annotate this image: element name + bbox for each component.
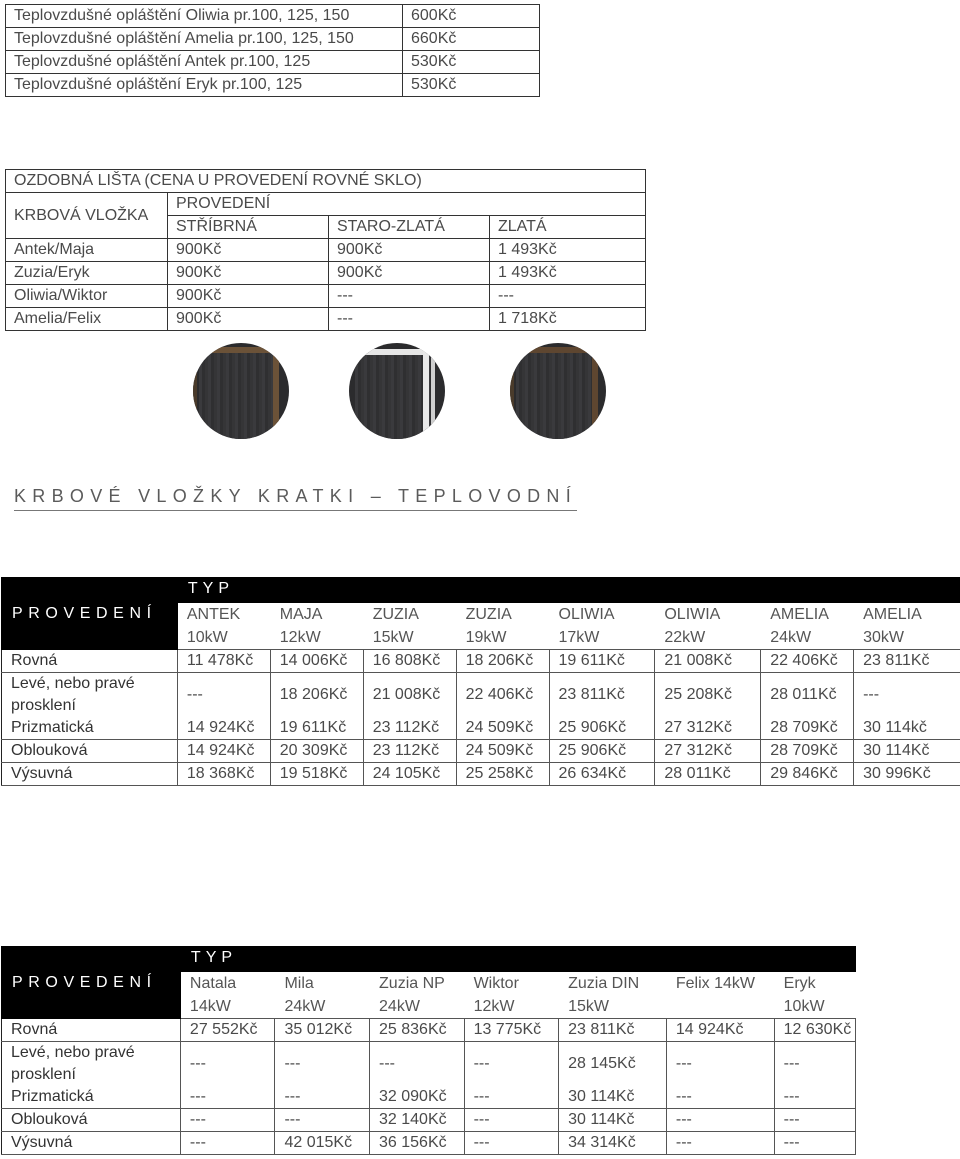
price-cell: 19 611Kč [270,717,363,740]
price-row [2,1086,856,1109]
model-power: 22kW [655,626,761,650]
strip-finish-silver: STŘÍBRNÁ [168,216,329,239]
strip-model: Zuzia/Eryk [6,262,168,285]
cladding-price: 530Kč [403,51,540,74]
price-cell: --- [275,1042,370,1087]
model-name: OLIWIA [549,603,655,627]
price-cell: --- [180,1109,275,1132]
strip-model: Amelia/Felix [6,308,168,331]
price-cell: 24 509Kč [456,717,549,740]
model-name: Zuzia NP [370,972,465,996]
cladding-name: Teplovzdušné opláštění Amelia pr.100, 125, 150 [6,28,403,51]
price-cell: 14 006Kč [270,650,363,673]
price-cell: --- [666,1132,774,1155]
strip-price: 1 718Kč [490,308,646,331]
price-cell: --- [275,1109,370,1132]
cladding-row [6,74,540,97]
price-cell: 18 368Kč [177,763,270,786]
price-cell: 30 114Kč [559,1086,667,1109]
model-name: Mila [275,972,370,996]
price-cell: --- [666,1086,774,1109]
price-cell: 14 924Kč [177,740,270,763]
cladding-row [6,5,540,28]
model-power: 14kW [180,995,275,1019]
model-name: ZUZIA [456,603,549,627]
model-name: Zuzia DIN [559,972,667,996]
price-cell: --- [774,1086,855,1109]
model-name: MAJA [270,603,363,627]
model-power: 24kW [761,626,854,650]
strip-price: 900Kč [168,285,329,308]
price-cell: 23 112Kč [363,717,456,740]
cladding-row [6,51,540,74]
model-power: 24kW [275,995,370,1019]
model-power: 10kW [177,626,270,650]
finish-label: Oblouková [2,1109,181,1132]
typ-label: TYP [180,947,855,972]
price-cell: 34 314Kč [559,1132,667,1155]
price-cell: --- [774,1109,855,1132]
price-cell: 13 775Kč [464,1019,559,1042]
strip-row [6,308,646,331]
price-cell: 32 090Kč [370,1086,465,1109]
price-row [2,717,960,740]
price-cell: 26 634Kč [549,763,655,786]
decorative-strip-table [5,169,646,331]
price-cell: 18 206Kč [270,673,363,718]
strip-price: 900Kč [168,262,329,285]
price-cell: 27 312Kč [655,740,761,763]
price-cell: --- [464,1086,559,1109]
cladding-price: 600Kč [403,5,540,28]
price-cell: 14 924Kč [666,1019,774,1042]
strip-price: 1 493Kč [490,262,646,285]
model-power: 15kW [363,626,456,650]
strip-col-label: KRBOVÁ VLOŽKA [6,193,168,239]
price-cell: --- [180,1086,275,1109]
price-cell: 19 611Kč [549,650,655,673]
price-cell: 12 630Kč [774,1019,855,1042]
finish-label: Levé, nebo pravé prosklení [2,1042,181,1087]
strip-price: 900Kč [329,239,490,262]
price-cell: 22 406Kč [456,673,549,718]
price-cell: 36 156Kč [370,1132,465,1155]
model-name: ZUZIA [363,603,456,627]
strip-finish-oldgold: STARO-ZLATÁ [329,216,490,239]
strip-group-label: PROVEDENÍ [168,193,646,216]
finish-label: Prizmatická [2,1086,181,1109]
strip-row [6,239,646,262]
frame-photo-silver [349,343,445,439]
cladding-name: Teplovzdušné opláštění Antek pr.100, 125 [6,51,403,74]
strip-price: 900Kč [168,308,329,331]
price-cell: 24 105Kč [363,763,456,786]
finish-label: Rovná [2,1019,181,1042]
price-cell: 25 836Kč [370,1019,465,1042]
price-cell: --- [854,673,960,718]
finish-label: Výsuvná [2,1132,181,1155]
price-cell: 23 811Kč [559,1019,667,1042]
model-power: 12kW [464,995,559,1019]
strip-price: 900Kč [329,262,490,285]
price-cell: 21 008Kč [655,650,761,673]
price-cell: 24 509Kč [456,740,549,763]
model-power: 24kW [370,995,465,1019]
price-cell: --- [464,1042,559,1087]
model-name: Eryk [774,972,855,996]
price-cell: 25 258Kč [456,763,549,786]
price-cell: 25 906Kč [549,740,655,763]
price-row [2,650,960,673]
cladding-price: 530Kč [403,74,540,97]
model-power: 10kW [774,995,855,1019]
price-cell: 14 924Kč [177,717,270,740]
price-cell: --- [177,673,270,718]
section-heading: KRBOVÉ VLOŽKY KRATKI – TEPLOVODNÍ [14,484,577,511]
price-cell: 29 846Kč [761,763,854,786]
price-cell: 30 114kč [854,717,960,740]
price-cell: 28 709Kč [761,717,854,740]
cladding-row [6,28,540,51]
price-cell: 28 709Kč [761,740,854,763]
price-cell: 18 206Kč [456,650,549,673]
strip-finish-gold: ZLATÁ [490,216,646,239]
cladding-price: 660Kč [403,28,540,51]
price-cell: 11 478Kč [177,650,270,673]
price-cell: --- [666,1042,774,1087]
price-cell: --- [774,1042,855,1087]
price-cell: --- [370,1042,465,1087]
model-power: 15kW [559,995,667,1019]
strip-model: Antek/Maja [6,239,168,262]
model-name: AMELIA [854,603,960,627]
price-cell: 23 811Kč [549,673,655,718]
price-cell: 20 309Kč [270,740,363,763]
model-name: AMELIA [761,603,854,627]
price-cell: 21 008Kč [363,673,456,718]
price-cell: --- [275,1086,370,1109]
price-cell: 25 208Kč [655,673,761,718]
price-cell: --- [180,1132,275,1155]
price-cell: 27 552Kč [180,1019,275,1042]
price-row [2,763,960,786]
strip-price: --- [490,285,646,308]
price-cell: --- [464,1109,559,1132]
strip-title: OZDOBNÁ LIŠTA (CENA U PROVEDENÍ ROVNÉ SKLO) [6,170,646,193]
fireplace-price-table-2 [1,946,856,1155]
price-cell: 16 808Kč [363,650,456,673]
price-row [2,740,960,763]
model-power: 30kW [854,626,960,650]
strip-model: Oliwia/Wiktor [6,285,168,308]
price-cell: 23 112Kč [363,740,456,763]
price-row [2,1132,856,1155]
model-power: 19kW [456,626,549,650]
price-cell: 30 114Kč [854,740,960,763]
price-cell: 42 015Kč [275,1132,370,1155]
fireplace-price-table-1 [1,577,960,786]
price-cell: --- [774,1132,855,1155]
provedeni-label: PROVEDENÍ [2,947,181,1019]
finish-label: Rovná [2,650,178,673]
finish-label: Prizmatická [2,717,178,740]
price-cell: 25 906Kč [549,717,655,740]
price-cell: --- [666,1109,774,1132]
frame-photo-bronze [193,343,289,439]
price-row [2,1019,856,1042]
price-cell: 28 011Kč [655,763,761,786]
price-cell: 27 312Kč [655,717,761,740]
typ-label: TYP [177,578,960,603]
strip-row [6,285,646,308]
strip-price: 900Kč [168,239,329,262]
price-cell: 22 406Kč [761,650,854,673]
cladding-price-table [5,4,540,97]
cladding-name: Teplovzdušné opláštění Eryk pr.100, 125 [6,74,403,97]
model-name: Wiktor [464,972,559,996]
price-cell: 32 140Kč [370,1109,465,1132]
price-cell: 30 996Kč [854,763,960,786]
strip-row [6,262,646,285]
strip-price: --- [329,308,490,331]
price-cell: 28 145Kč [559,1042,667,1087]
price-row [2,673,960,718]
price-cell: 28 011Kč [761,673,854,718]
frame-photo-gold [510,343,606,439]
provedeni-label: PROVEDENÍ [2,578,178,650]
strip-price: 1 493Kč [490,239,646,262]
model-name: Felix 14kW [666,972,774,996]
price-row [2,1109,856,1132]
model-name: OLIWIA [655,603,761,627]
model-name: Natala [180,972,275,996]
model-power [666,995,774,1019]
price-cell: 30 114Kč [559,1109,667,1132]
model-name: ANTEK [177,603,270,627]
price-cell: 23 811Kč [854,650,960,673]
finish-label: Oblouková [2,740,178,763]
model-power: 17kW [549,626,655,650]
finish-label: Levé, nebo pravé prosklení [2,673,178,718]
price-row [2,1042,856,1087]
price-cell: 19 518Kč [270,763,363,786]
model-power: 12kW [270,626,363,650]
cladding-name: Teplovzdušné opláštění Oliwia pr.100, 125, 150 [6,5,403,28]
strip-price: --- [329,285,490,308]
price-cell: --- [180,1042,275,1087]
finish-label: Výsuvná [2,763,178,786]
price-cell: --- [464,1132,559,1155]
price-cell: 35 012Kč [275,1019,370,1042]
